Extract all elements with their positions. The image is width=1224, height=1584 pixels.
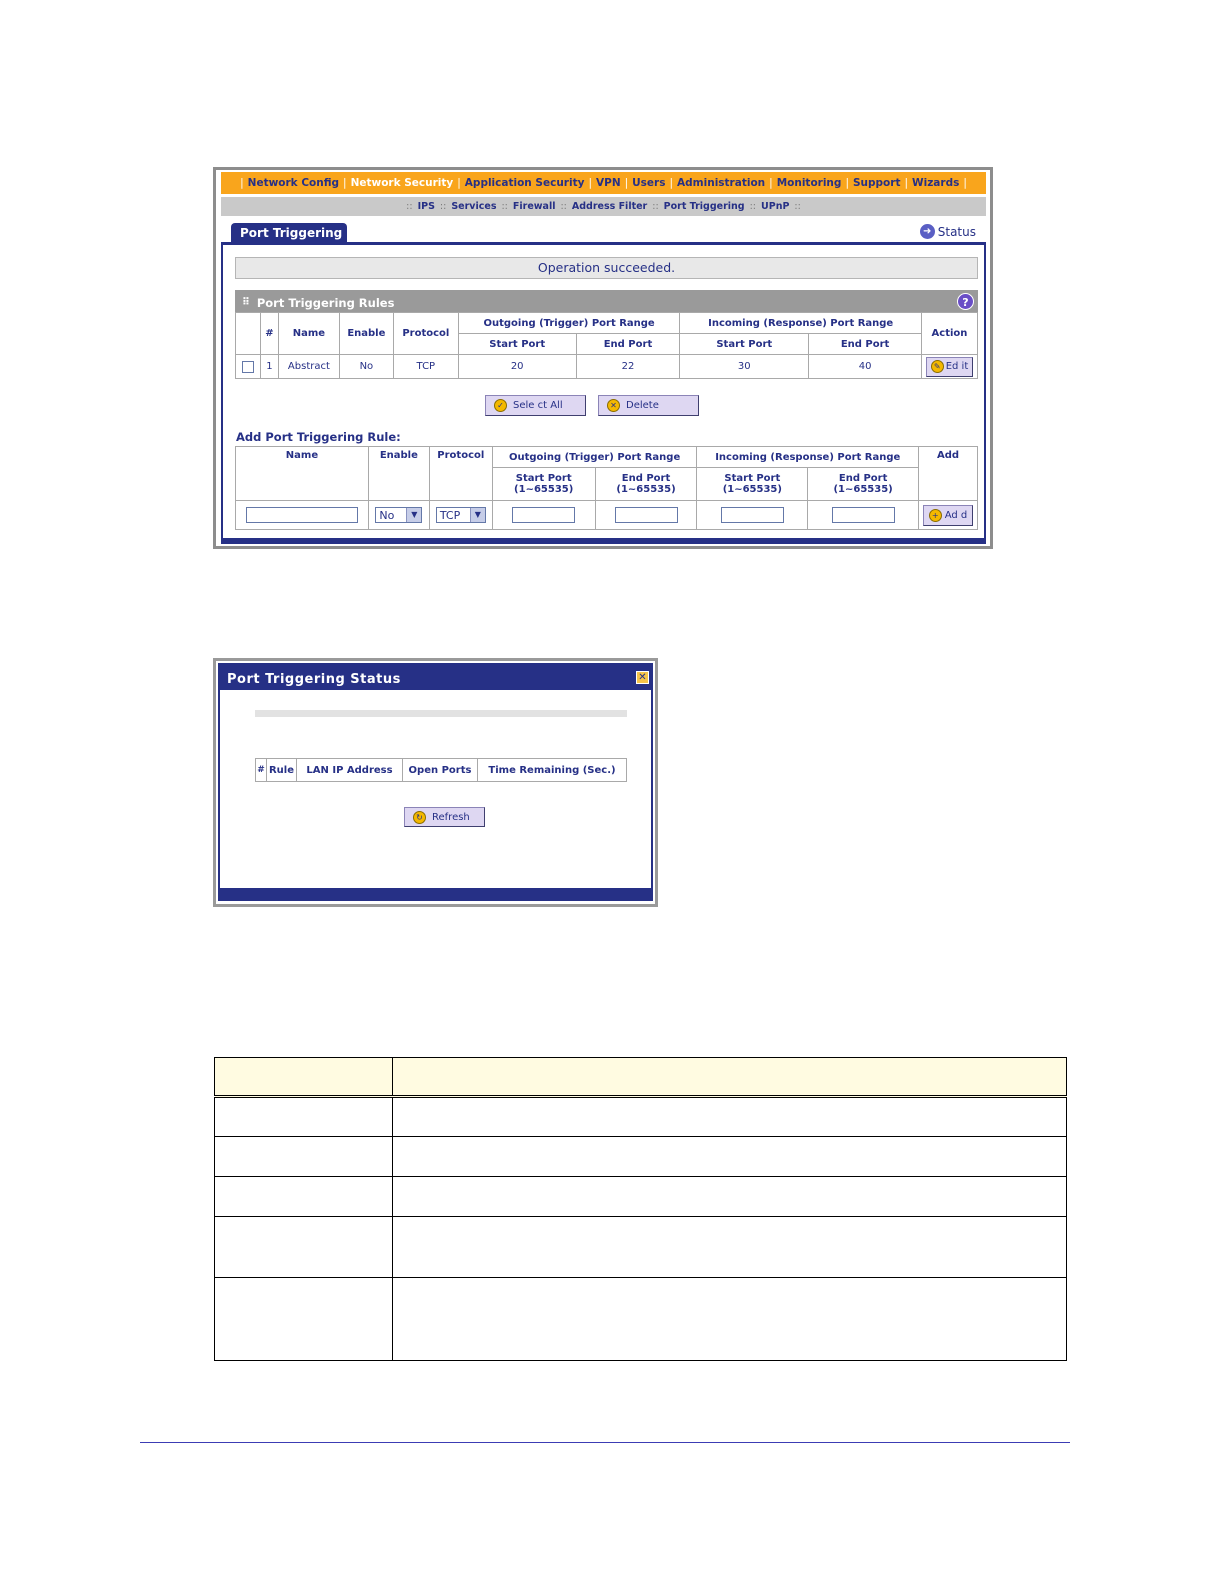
- nav-wizards[interactable]: Wizards: [912, 177, 960, 189]
- out-end-range: (1~65535): [616, 484, 676, 495]
- add-name-cell: [236, 501, 369, 530]
- header-action: Action: [921, 313, 977, 355]
- add-header-name: Name: [236, 447, 369, 501]
- close-icon[interactable]: ✕: [636, 671, 649, 684]
- select-all-button[interactable]: [485, 395, 586, 416]
- header-enable: Enable: [339, 313, 393, 355]
- add-header-out-end: [595, 468, 697, 501]
- sub-nav: :: IPS :: Services :: Firewall :: Address Filter :: Port Triggering :: UPnP ::: [221, 197, 986, 216]
- operation-message: Operation succeeded.: [235, 257, 978, 279]
- nav-application-security[interactable]: Application Security: [464, 177, 585, 189]
- main-nav: | Network Config | Network Security | Application Security | VPN | Users | Administration | Monitoring | Support | Wizards |: [221, 172, 986, 194]
- table-cell: [393, 1217, 1067, 1278]
- subnav-ips[interactable]: IPS: [417, 201, 435, 212]
- popup-footer: [218, 888, 653, 901]
- status-link[interactable]: [920, 224, 976, 239]
- header-in-start: Start Port: [680, 334, 809, 355]
- add-out-start-cell: [492, 501, 595, 530]
- row-action: [921, 355, 977, 379]
- row-in-end: 40: [809, 355, 922, 379]
- name-input[interactable]: [246, 507, 358, 523]
- content-frame: [221, 242, 986, 544]
- edit-button[interactable]: [926, 357, 974, 377]
- refresh-button[interactable]: [404, 807, 485, 827]
- table-cell: [215, 1177, 393, 1217]
- delete-button[interactable]: [598, 395, 699, 416]
- nav-network-config[interactable]: Network Config: [247, 177, 340, 189]
- nav-administration[interactable]: Administration: [677, 177, 766, 189]
- header-out-start: Start Port: [458, 334, 576, 355]
- table-cell: [393, 1097, 1067, 1137]
- in-end-range: (1~65535): [833, 484, 893, 495]
- arrow-right-icon: ➜: [920, 224, 935, 239]
- tab-port-triggering[interactable]: Port Triggering: [231, 223, 347, 243]
- status-table: [255, 758, 627, 782]
- in-start-label: Start Port: [724, 473, 781, 484]
- add-button-label: Ad d: [944, 509, 968, 521]
- check-icon: ✓: [494, 399, 507, 412]
- header-select: [236, 313, 261, 355]
- header-out-end: End Port: [576, 334, 680, 355]
- add-header-outgoing: Outgoing (Trigger) Port Range: [492, 447, 697, 468]
- in-start-range: (1~65535): [722, 484, 782, 495]
- row-num: 1: [260, 355, 278, 379]
- x-icon: ✕: [607, 399, 620, 412]
- rules-section-title: Port Triggering Rules: [256, 295, 395, 310]
- subnav-firewall[interactable]: Firewall: [512, 201, 556, 212]
- header-cell-2: [393, 1058, 1067, 1097]
- chevron-down-icon: ▼: [406, 508, 421, 522]
- row-name: Abstract: [278, 355, 339, 379]
- help-icon[interactable]: ?: [957, 293, 974, 310]
- header-outgoing: Outgoing (Trigger) Port Range: [458, 313, 680, 334]
- enable-select[interactable]: [375, 507, 422, 523]
- status-header-time-remaining: Time Remaining (Sec.): [478, 759, 627, 782]
- port-triggering-status-screenshot: [213, 658, 658, 907]
- add-enable-cell: [368, 501, 429, 530]
- add-header-in-start: [697, 468, 808, 501]
- add-button-cell: [919, 501, 978, 530]
- out-end-label: End Port: [621, 473, 671, 484]
- document-table-header: [215, 1058, 1067, 1097]
- in-start-input[interactable]: [721, 507, 784, 523]
- out-start-input[interactable]: [512, 507, 575, 523]
- popup-body: [218, 690, 653, 888]
- port-triggering-screenshot: [213, 167, 993, 549]
- refresh-label: Refresh: [432, 811, 470, 823]
- grip-icon: ⠿: [242, 297, 249, 308]
- row-protocol: TCP: [393, 355, 458, 379]
- table-cell: [393, 1278, 1067, 1361]
- out-start-range: (1~65535): [514, 484, 574, 495]
- rules-buttons: [485, 395, 699, 416]
- out-end-input[interactable]: [615, 507, 678, 523]
- table-cell: [215, 1217, 393, 1278]
- protocol-select[interactable]: [436, 507, 486, 523]
- add-button[interactable]: [923, 505, 974, 526]
- status-header-lan-ip: LAN IP Address: [297, 759, 403, 782]
- chevron-down-icon: ▼: [470, 508, 485, 522]
- status-bar: [255, 710, 627, 717]
- delete-label: Delete: [626, 400, 659, 411]
- table-cell: [215, 1278, 393, 1361]
- add-header-out-start: [492, 468, 595, 501]
- nav-support[interactable]: Support: [852, 177, 901, 189]
- out-start-label: Start Port: [515, 473, 572, 484]
- table-row: [215, 1097, 1067, 1137]
- status-link-label: Status: [937, 224, 976, 239]
- add-header-enable: Enable: [368, 447, 429, 501]
- row-out-start: 20: [458, 355, 576, 379]
- nav-network-security[interactable]: Network Security: [350, 177, 454, 189]
- header-incoming: Incoming (Response) Port Range: [680, 313, 922, 334]
- document-table: [214, 1057, 1067, 1361]
- row-select: [236, 355, 261, 379]
- table-cell: [215, 1137, 393, 1177]
- status-header-rule: Rule: [267, 759, 297, 782]
- header-protocol: Protocol: [393, 313, 458, 355]
- status-header-num: #: [256, 759, 267, 782]
- header-num: #: [260, 313, 278, 355]
- add-in-start-cell: [697, 501, 808, 530]
- add-rule-title: Add Port Triggering Rule:: [236, 430, 401, 444]
- add-header-protocol: Protocol: [429, 447, 492, 501]
- row-out-end: 22: [576, 355, 680, 379]
- table-row: [215, 1137, 1067, 1177]
- in-end-label: End Port: [838, 473, 888, 484]
- table-row: [215, 1217, 1067, 1278]
- table-row: [236, 355, 978, 379]
- protocol-select-value: TCP: [439, 508, 461, 522]
- edit-button-label: Ed it: [945, 361, 969, 372]
- table-cell: [393, 1137, 1067, 1177]
- pencil-icon: ✎: [931, 360, 944, 373]
- refresh-icon: ↻: [413, 811, 426, 824]
- status-header-open-ports: Open Ports: [403, 759, 478, 782]
- add-header-incoming: Incoming (Response) Port Range: [697, 447, 919, 468]
- header-in-end: End Port: [809, 334, 922, 355]
- nav-vpn[interactable]: VPN: [596, 177, 621, 189]
- header-name: Name: [278, 313, 339, 355]
- rules-table: [235, 312, 978, 379]
- add-out-end-cell: [595, 501, 697, 530]
- subnav-port-triggering[interactable]: Port Triggering: [663, 201, 745, 212]
- add-header-add: Add: [919, 447, 978, 501]
- in-end-input[interactable]: [832, 507, 895, 523]
- add-protocol-cell: [429, 501, 492, 530]
- plus-icon: +: [929, 509, 942, 522]
- subnav-address-filter[interactable]: Address Filter: [571, 201, 648, 212]
- subnav-upnp[interactable]: UPnP: [761, 201, 790, 212]
- rules-section-header: [235, 290, 978, 312]
- add-header-in-end: [808, 468, 919, 501]
- nav-monitoring[interactable]: Monitoring: [776, 177, 842, 189]
- table-row: [215, 1177, 1067, 1217]
- table-row: [215, 1278, 1067, 1361]
- nav-users[interactable]: Users: [632, 177, 666, 189]
- table-cell: [393, 1177, 1067, 1217]
- add-rule-table: [235, 446, 978, 530]
- row-checkbox[interactable]: [242, 361, 254, 373]
- table-cell: [215, 1097, 393, 1137]
- popup-title: Port Triggering Status: [218, 663, 653, 690]
- footer-divider: [140, 1442, 1070, 1443]
- row-enable: No: [339, 355, 393, 379]
- header-cell-1: [215, 1058, 393, 1097]
- select-all-label: Sele ct All: [513, 400, 563, 411]
- add-in-end-cell: [808, 501, 919, 530]
- enable-select-value: No: [379, 508, 395, 522]
- subnav-services[interactable]: Services: [451, 201, 497, 212]
- row-in-start: 30: [680, 355, 809, 379]
